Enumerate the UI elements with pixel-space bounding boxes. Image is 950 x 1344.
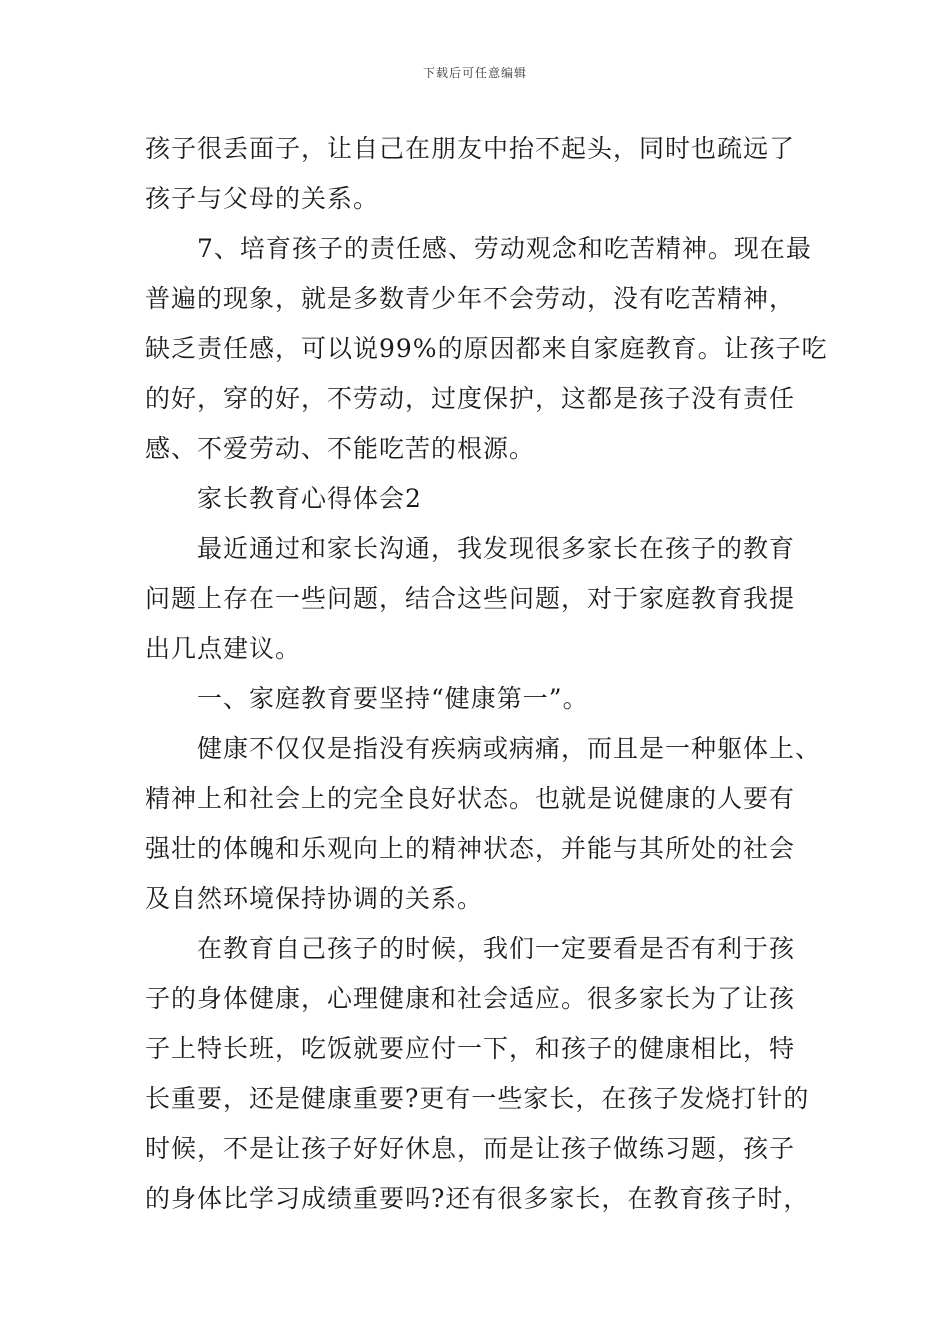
text-line: 的好，穿的好，不劳动，过度保护，这都是孩子没有责任 [145, 384, 796, 413]
text-line: 孩子很丢面子，让自己在朋友中抬不起头，同时也疏远了 [145, 134, 796, 163]
text-line: 强壮的体魄和乐观向上的精神状态，并能与其所处的社会 [145, 834, 796, 863]
document-body [145, 124, 835, 1224]
subsection-heading: 一、家庭教育要坚持“健康第一”。 [197, 684, 589, 713]
text-line: 普遍的现象，就是多数青少年不会劳动，没有吃苦精神， [145, 284, 796, 313]
text-line: 子的身体健康，心理健康和社会适应。很多家长为了让孩 [145, 984, 796, 1013]
text-line: 在教育自己孩子的时候，我们一定要看是否有利于孩 [197, 934, 796, 963]
text-line: 精神上和社会上的完全良好状态。也就是说健康的人要有 [145, 784, 796, 813]
section-heading: 家长教育心得体会2 [197, 484, 422, 513]
text-line: 缺乏责任感，可以说99%的原因都来自家庭教育。让孩子吃 [145, 334, 828, 363]
page-header: 下载后可任意编辑 [422, 66, 527, 80]
text-line: 的身体比学习成绩重要吗?还有很多家长，在教育孩子时， [145, 1184, 810, 1213]
text-line: 孩子与父母的关系。 [145, 184, 380, 213]
text-line: 时候，不是让孩子好好休息，而是让孩子做练习题，孩子 [145, 1134, 796, 1163]
text-line: 7、培育孩子的责任感、劳动观念和吃苦精神。现在最 [197, 234, 812, 263]
text-line: 最近通过和家长沟通，我发现很多家长在孩子的教育 [197, 534, 796, 563]
text-line: 子上特长班，吃饭就要应付一下，和孩子的健康相比，特 [145, 1034, 796, 1063]
text-line: 长重要，还是健康重要?更有一些家长，在孩子发烧打针的 [145, 1084, 810, 1113]
text-line: 健康不仅仅是指没有疾病或病痛，而且是一种躯体上、 [197, 734, 822, 763]
text-line: 问题上存在一些问题，结合这些问题，对于家庭教育我提 [145, 584, 796, 613]
text-line: 及自然环境保持协调的关系。 [145, 884, 484, 913]
text-line: 出几点建议。 [145, 634, 302, 663]
text-line: 感、不爱劳动、不能吃苦的根源。 [145, 434, 536, 463]
